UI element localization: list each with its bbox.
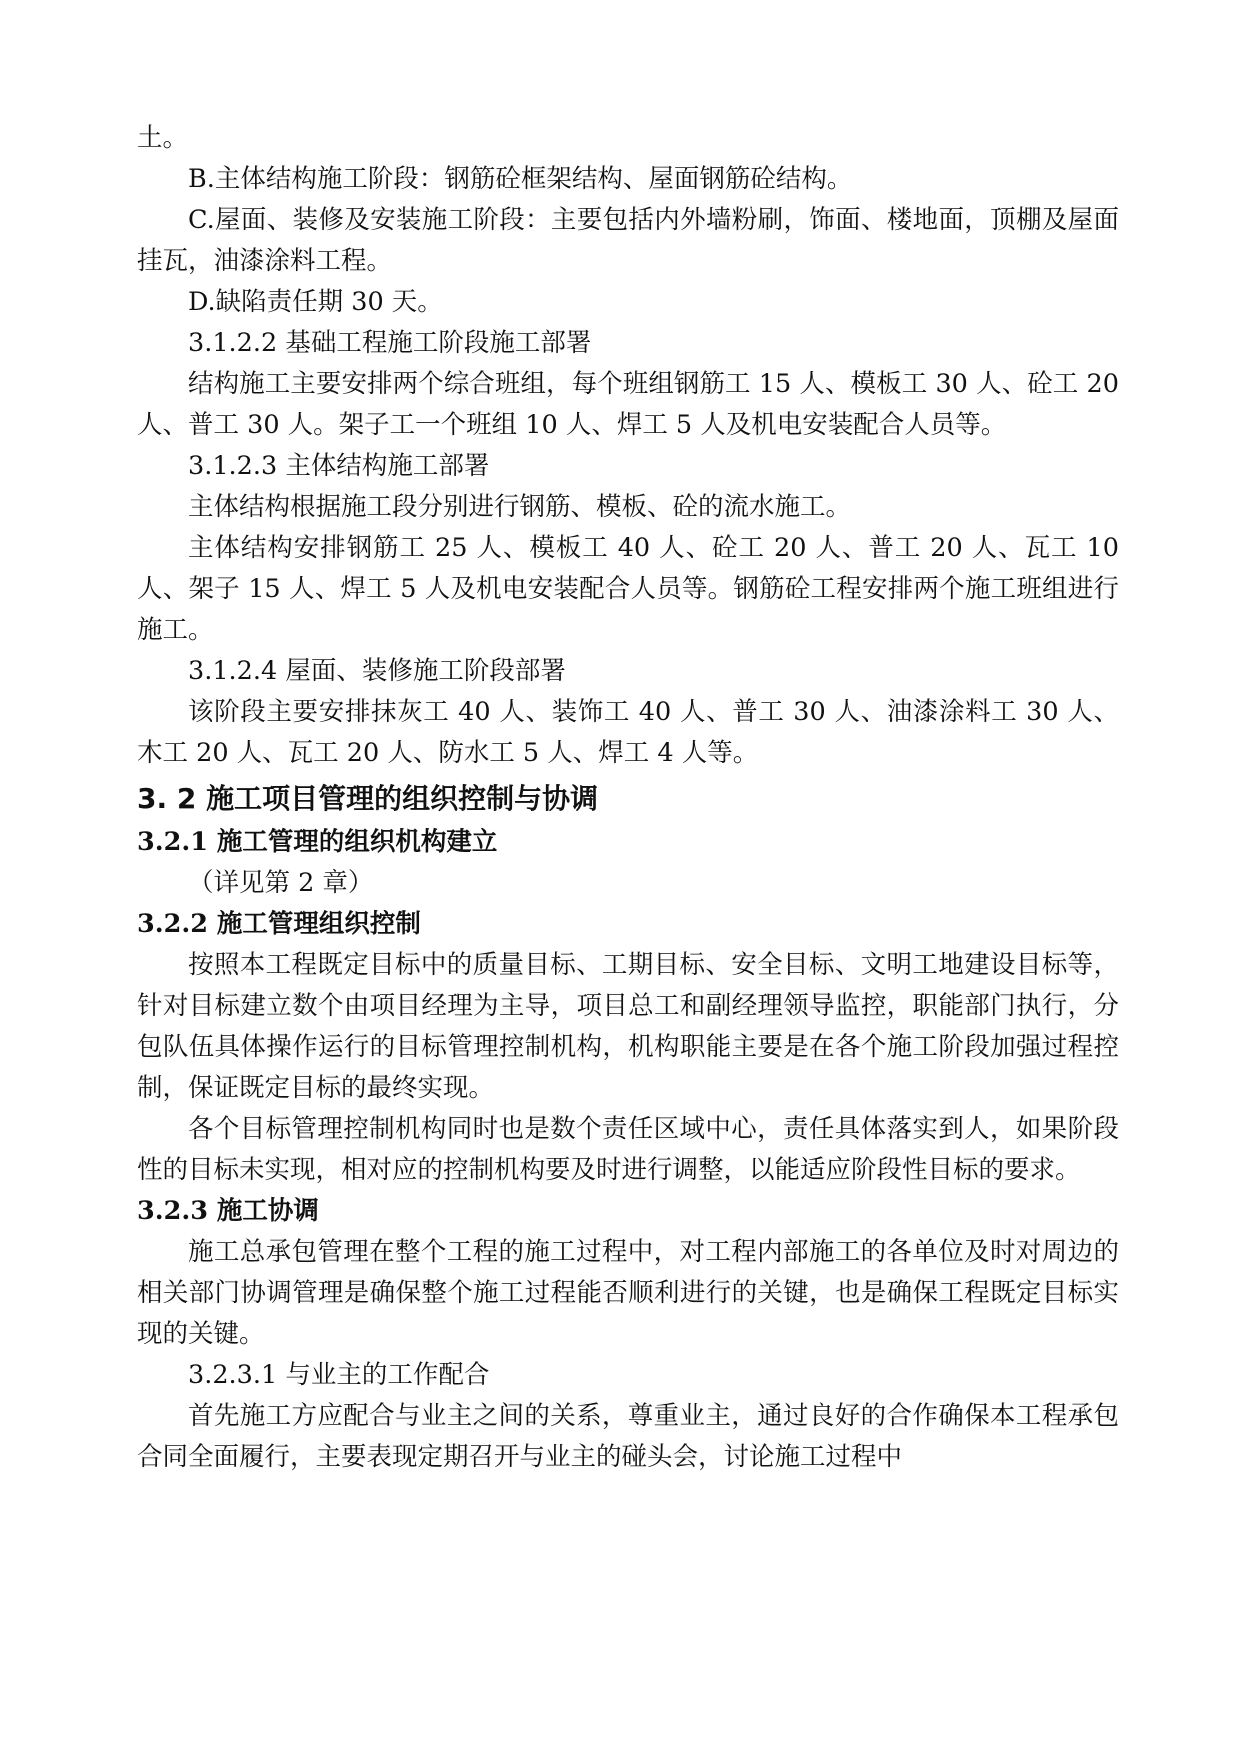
subheading-3-1-2-2: 3.1.2.2 基础工程施工阶段施工部署 bbox=[188, 328, 592, 358]
paragraph-see-chapter-2: （详见第 2 章） bbox=[188, 868, 374, 898]
paragraph-roof-decoration-staffing: 该阶段主要安排抹灰工 40 人、装饰工 40 人、普工 30 人、油漆涂料工 30 人、木工 20 人、瓦工 20 人、防水工 5 人、焊工 4 人等。 bbox=[137, 697, 1119, 768]
paragraph-foundation-staffing: 结构施工主要安排两个综合班组，每个班组钢筋工 15 人、模板工 30 人、砼工 20 人、普工 30 人。架子工一个班组 10 人、焊工 5 人及机电安装配合人员等。 bbox=[137, 369, 1119, 440]
paragraph-main-structure-flow: 主体结构根据施工段分别进行钢筋、模板、砼的流水施工。 bbox=[188, 492, 852, 522]
heading-3-2-1: 3.2.1 施工管理的组织机构建立 bbox=[137, 827, 498, 857]
paragraph-stage-c: C.屋面、装修及安装施工阶段：主要包括内外墙粉刷，饰面、楼地面，顶棚及屋面挂瓦，油漆涂料工程。 bbox=[137, 205, 1119, 276]
paragraph-continuation: 土。 bbox=[137, 123, 189, 153]
paragraph-coordination: 施工总承包管理在整个工程的施工过程中，对工程内部施工的各单位及时对周边的相关部门协调管理是确保整个施工过程能否顺利进行的关键，也是确保工程既定目标实现的关键。 bbox=[137, 1237, 1119, 1349]
subheading-3-1-2-4: 3.1.2.4 屋面、装修施工阶段部署 bbox=[188, 656, 566, 686]
heading-3-2: 3. 2 施工项目管理的组织控制与协调 bbox=[137, 782, 599, 815]
subheading-3-1-2-3: 3.1.2.3 主体结构施工部署 bbox=[188, 451, 490, 481]
document-body bbox=[137, 118, 1119, 1478]
heading-3-2-2: 3.2.2 施工管理组织控制 bbox=[137, 909, 421, 939]
paragraph-owner-cooperation: 首先施工方应配合与业主之间的关系，尊重业主，通过良好的合作确保本工程承包合同全面履行，主要表现定期召开与业主的碰头会，讨论施工过程中 bbox=[137, 1401, 1119, 1472]
paragraph-stage-b: B.主体结构施工阶段：钢筋砼框架结构、屋面钢筋砼结构。 bbox=[188, 164, 853, 194]
paragraph-responsibility-centers: 各个目标管理控制机构同时也是数个责任区域中心，责任具体落实到人，如果阶段性的目标未实现，相对应的控制机构要及时进行调整，以能适应阶段性目标的要求。 bbox=[137, 1114, 1119, 1185]
heading-3-2-3: 3.2.3 施工协调 bbox=[137, 1196, 319, 1226]
subheading-3-2-3-1: 3.2.3.1 与业主的工作配合 bbox=[188, 1360, 490, 1390]
paragraph-main-structure-staffing: 主体结构安排钢筋工 25 人、模板工 40 人、砼工 20 人、普工 20 人、瓦工 10 人、架子 15 人、焊工 5 人及机电安装配合人员等。钢筋砼工程安排两个施工班组进行施工。 bbox=[137, 533, 1119, 645]
paragraph-stage-d: D.缺陷责任期 30 天。 bbox=[188, 287, 443, 317]
paragraph-organization-control: 按照本工程既定目标中的质量目标、工期目标、安全目标、文明工地建设目标等，针对目标建立数个由项目经理为主导，项目总工和副经理领导监控，职能部门执行，分包队伍具体操作运行的目标管理控制机构，机构职能主要是在各个施工阶段加强过程控制，保证既定目标的最终实现。 bbox=[137, 950, 1119, 1103]
